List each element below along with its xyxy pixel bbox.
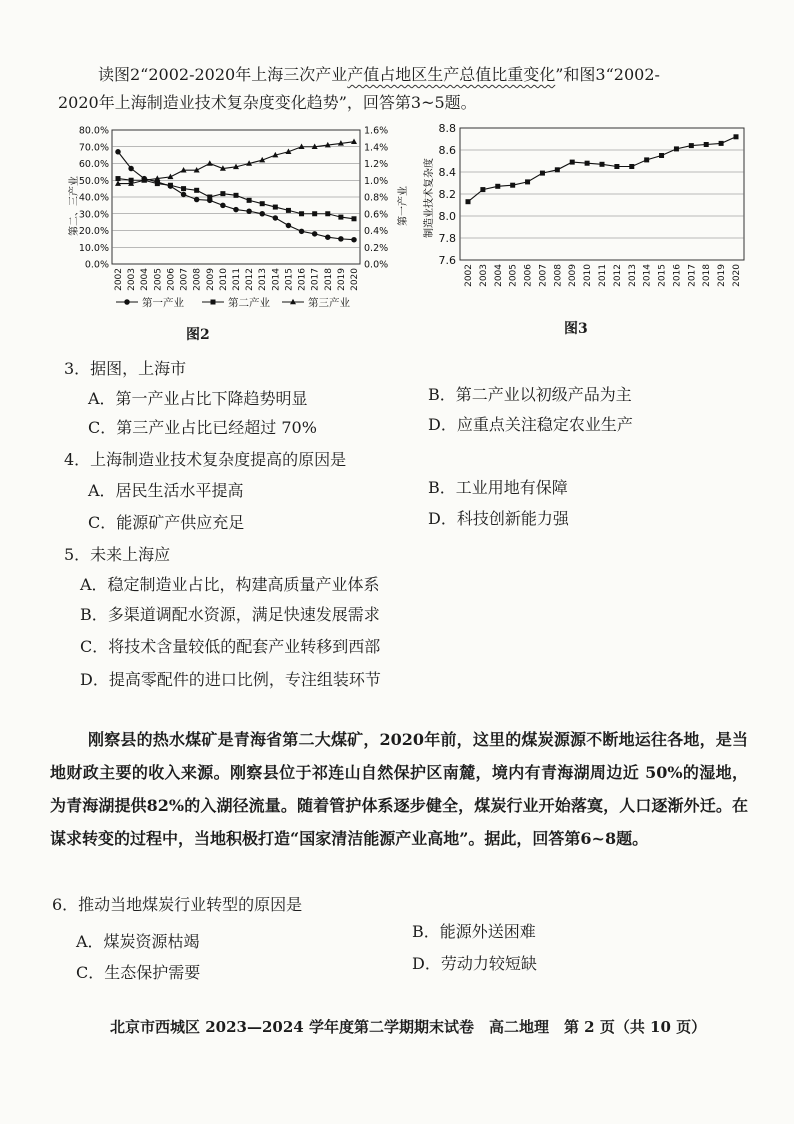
fig3-data-point bbox=[659, 153, 664, 158]
page-footer: 北京市西城区 2023—2024 学年度第二学期期末试卷 高二地理 第 2 页（共 10 页） bbox=[110, 1018, 707, 1036]
fig3-data-point bbox=[600, 162, 605, 167]
fig2-data-point bbox=[194, 188, 199, 193]
fig2-right-tick-label: 0.8% bbox=[364, 192, 389, 204]
fig3-data-point bbox=[510, 183, 515, 188]
fig3-x-tick-label: 2007 bbox=[538, 264, 549, 287]
fig2-legend-label: 第一产业 bbox=[142, 297, 184, 309]
fig2-x-tick-label: 2018 bbox=[323, 268, 334, 291]
fig2-data-point bbox=[207, 195, 212, 200]
fig2-left-tick-label: 20.0% bbox=[78, 226, 109, 237]
fig2-data-point bbox=[351, 138, 357, 144]
fig3-data-point bbox=[570, 160, 575, 165]
fig3-x-tick-label: 2018 bbox=[702, 264, 713, 287]
fig2-data-point bbox=[220, 191, 225, 196]
fig2-right-axis-label: 第一产业 bbox=[398, 186, 409, 226]
question-6-option-c: C．生态保护需要 bbox=[76, 963, 201, 982]
fig2-data-point bbox=[260, 201, 265, 206]
fig2-x-tick-label: 2012 bbox=[245, 268, 256, 291]
fig2-data-point bbox=[155, 181, 160, 186]
fig2-data-point bbox=[325, 211, 330, 216]
fig3-data-point bbox=[585, 161, 590, 166]
fig2-right-tick-label: 0.2% bbox=[364, 242, 389, 254]
fig2-left-tick-label: 70.0% bbox=[78, 142, 109, 154]
fig3-x-tick-label: 2008 bbox=[553, 264, 564, 287]
fig2-data-point bbox=[181, 192, 187, 198]
fig2-x-tick-label: 2011 bbox=[232, 268, 242, 291]
fig3-data-point bbox=[644, 157, 649, 162]
fig2-x-tick-label: 2010 bbox=[218, 268, 229, 291]
fig3-data-point bbox=[614, 164, 619, 169]
fig3-data-point bbox=[480, 187, 485, 192]
fig2-data-point bbox=[259, 211, 265, 217]
question-4-option-b: B．工业用地有保障 bbox=[428, 478, 568, 497]
fig3-x-tick-label: 2017 bbox=[687, 264, 698, 287]
fig2-left-tick-label: 30.0% bbox=[78, 209, 109, 221]
fig3-x-tick-label: 2015 bbox=[657, 264, 668, 287]
fig3-x-tick-label: 2009 bbox=[568, 264, 579, 287]
fig2-data-point bbox=[116, 176, 121, 181]
fig2-x-tick-label: 2006 bbox=[166, 268, 177, 291]
question-4-option-d: D．科技创新能力强 bbox=[428, 509, 569, 528]
fig2-left-tick-label: 80.0% bbox=[78, 125, 109, 137]
fig3-x-tick-label: 2002 bbox=[464, 264, 474, 287]
fig2-data-point bbox=[233, 207, 239, 213]
fig3-x-tick-label: 2011 bbox=[598, 264, 608, 287]
fig2-left-tick-label: 0.0% bbox=[84, 259, 109, 271]
fig2-data-point bbox=[246, 208, 252, 214]
fig2-x-tick-label: 2013 bbox=[258, 268, 269, 291]
fig2-legend-label: 第二产业 bbox=[228, 297, 270, 309]
fig3-y-axis-label: 制造业技术复杂度 bbox=[424, 158, 435, 238]
fig2-data-point bbox=[273, 215, 279, 221]
fig2-data-point bbox=[207, 160, 213, 166]
fig3-x-tick-label: 2020 bbox=[732, 264, 742, 287]
fig2-data-point bbox=[220, 203, 226, 209]
fig3-x-tick-label: 2006 bbox=[523, 264, 534, 287]
fig3-y-tick-label: 8.2 bbox=[438, 188, 456, 201]
fig3-y-tick-label: 8.6 bbox=[438, 144, 456, 157]
fig2-right-tick-label: 1.6% bbox=[364, 125, 389, 137]
fig2-data-point bbox=[234, 193, 239, 198]
fig2-left-tick-label: 60.0% bbox=[78, 159, 109, 170]
fig3-data-point bbox=[719, 141, 724, 146]
question-6-option-d: D．劳动力较短缺 bbox=[412, 954, 537, 973]
figure-2-chart bbox=[50, 118, 409, 314]
question-4-option-c: C．能源矿产供应充足 bbox=[88, 513, 245, 532]
fig2-right-tick-label: 1.4% bbox=[364, 142, 389, 154]
fig3-y-tick-label: 7.6 bbox=[438, 254, 456, 267]
question-5-stem: 5．未来上海应 bbox=[64, 545, 171, 564]
fig2-x-tick-label: 2016 bbox=[297, 268, 308, 291]
fig2-data-point bbox=[128, 166, 134, 172]
fig2-data-point bbox=[338, 236, 344, 242]
fig2-right-tick-label: 1.0% bbox=[364, 175, 389, 187]
question-3-option-b: B．第二产业以初级产品为主 bbox=[428, 385, 632, 404]
question-3-stem: 3．据图，上海市 bbox=[64, 359, 187, 378]
question-4-stem: 4．上海制造业技术复杂度提高的原因是 bbox=[64, 450, 347, 469]
question-5-option-d: D．提高零配件的进口比例，专注组装环节 bbox=[80, 670, 381, 689]
question-6-option-b: B．能源外送困难 bbox=[412, 922, 536, 941]
fig3-data-point bbox=[495, 184, 500, 189]
fig2-legend bbox=[116, 296, 350, 309]
question-5-option-a: A．稳定制造业占比，构建高质量产业体系 bbox=[80, 575, 380, 594]
fig3-x-tick-label: 2004 bbox=[493, 264, 504, 287]
fig2-left-axis-label: 第二、三产业 bbox=[69, 176, 80, 236]
fig3-y-tick-label: 8.8 bbox=[438, 122, 456, 135]
intro-line-1-prefix: 读图2“2002-2020年上海三次产业 bbox=[98, 65, 348, 84]
fig2-x-tick-label: 2015 bbox=[284, 268, 295, 291]
fig2-x-tick-label: 2009 bbox=[205, 268, 216, 291]
fig2-data-point bbox=[351, 237, 357, 243]
question-5-option-b: B．多渠道调配水资源，满足快速发展需求 bbox=[80, 605, 380, 624]
question-4-option-a: A．居民生活水平提高 bbox=[88, 481, 244, 500]
fig2-right-tick-label: 1.2% bbox=[364, 159, 389, 170]
fig2-data-point bbox=[286, 223, 292, 229]
fig2-legend-label: 第三产业 bbox=[308, 297, 350, 309]
figure-3-chart bbox=[420, 118, 750, 298]
fig3-x-tick-label: 2013 bbox=[627, 264, 638, 287]
fig3-data-point bbox=[555, 167, 560, 172]
fig2-x-tick-label: 2014 bbox=[271, 268, 282, 291]
figure-2-caption: 图2 bbox=[186, 327, 210, 343]
fig2-data-point bbox=[338, 215, 343, 220]
question-3-option-c: C．第三产业占比已经超过 70% bbox=[88, 418, 317, 437]
fig2-left-tick-label: 10.0% bbox=[78, 242, 109, 254]
fig3-x-tick-label: 2014 bbox=[642, 264, 653, 287]
fig2-data-point bbox=[299, 211, 304, 216]
fig3-data-point bbox=[734, 134, 739, 139]
fig3-data-point bbox=[674, 146, 679, 151]
fig2-series-line bbox=[118, 179, 354, 219]
fig2-data-point bbox=[312, 231, 318, 237]
fig3-x-tick-label: 2003 bbox=[478, 264, 489, 287]
fig2-data-point bbox=[273, 205, 278, 210]
question-3-option-d: D．应重点关注稳定农业生产 bbox=[428, 415, 633, 434]
fig2-right-tick-label: 0.0% bbox=[364, 259, 389, 271]
fig2-data-point bbox=[312, 211, 317, 216]
fig3-data-point bbox=[629, 164, 634, 169]
fig2-data-point bbox=[194, 197, 200, 203]
fig2-data-point bbox=[168, 183, 173, 188]
fig3-y-tick-label: 7.8 bbox=[438, 232, 456, 245]
fig2-x-tick-label: 2002 bbox=[114, 268, 124, 291]
fig2-x-tick-label: 2019 bbox=[336, 268, 347, 291]
question-6-stem: 6．推动当地煤炭行业转型的原因是 bbox=[52, 895, 303, 914]
fig2-data-point bbox=[286, 208, 291, 213]
fig2-x-tick-label: 2008 bbox=[192, 268, 203, 291]
fig3-y-tick-label: 8.0 bbox=[438, 210, 456, 223]
intro-line-1-suffix: ”和图3“2002- bbox=[555, 65, 660, 84]
fig2-data-point bbox=[181, 186, 186, 191]
question-3-option-a: A．第一产业占比下降趋势明显 bbox=[88, 389, 308, 408]
fig3-x-tick-label: 2012 bbox=[612, 264, 623, 287]
fig2-right-tick-label: 0.4% bbox=[364, 226, 389, 237]
fig2-series-line bbox=[118, 142, 354, 184]
figure-3-caption: 图3 bbox=[564, 321, 588, 337]
fig2-data-point bbox=[247, 198, 252, 203]
question-6-option-a: A．煤炭资源枯竭 bbox=[76, 932, 200, 951]
fig2-legend-marker bbox=[124, 299, 130, 305]
question-5-option-c: C．将技术含量较低的配套产业转移到西部 bbox=[80, 637, 381, 656]
fig3-x-tick-label: 2016 bbox=[672, 264, 683, 287]
intro-underlined-phrase: 产值占地区生产总值比重变化 bbox=[347, 65, 556, 84]
fig2-left-tick-label: 50.0% bbox=[78, 175, 109, 187]
fig3-data-point bbox=[689, 143, 694, 148]
fig2-x-tick-label: 2017 bbox=[310, 268, 321, 291]
intro-line-2: 2020年上海制造业技术复杂度变化趋势”，回答第3~5题。 bbox=[58, 93, 477, 112]
fig2-right-tick-label: 0.6% bbox=[364, 209, 389, 221]
fig3-x-tick-label: 2019 bbox=[717, 264, 728, 287]
fig2-data-point bbox=[299, 229, 305, 235]
fig3-x-tick-label: 2010 bbox=[583, 264, 594, 287]
fig2-legend-marker bbox=[211, 300, 216, 305]
fig3-data-point bbox=[704, 142, 709, 147]
fig3-data-point bbox=[466, 199, 471, 204]
intro-line-1 bbox=[98, 64, 660, 86]
fig2-x-tick-label: 2004 bbox=[140, 268, 151, 291]
fig2-x-tick-label: 2020 bbox=[350, 268, 360, 291]
fig3-series-line bbox=[468, 137, 736, 202]
fig2-data-point bbox=[352, 216, 357, 221]
fig3-data-point bbox=[525, 179, 530, 184]
fig2-x-tick-label: 2005 bbox=[153, 268, 164, 291]
fig2-x-tick-label: 2003 bbox=[127, 268, 138, 291]
fig2-data-point bbox=[325, 234, 331, 240]
fig2-x-tick-label: 2007 bbox=[179, 268, 190, 291]
fig2-data-point bbox=[115, 149, 121, 155]
fig3-data-point bbox=[540, 171, 545, 176]
passage-text: 刚察县的热水煤矿是青海省第二大煤矿，2020年前，这里的煤炭源源不断地运往各地，是当地财政主要的收入来源。刚察县位于祁连山自然保护区南麓，境内有青海湖周边近 50%的湿地，为青海湖提供82%的入湖径流量。随着管护体系逐步健全，煤炭行业开始落寞，人口逐渐外迁。在谋求转变的过程中，当地积极打造“国家清洁能源产业高地”。据此，回答第6~8题。 bbox=[50, 730, 748, 848]
fig2-left-tick-label: 40.0% bbox=[78, 192, 109, 204]
fig3-y-tick-label: 8.4 bbox=[438, 166, 456, 179]
fig3-x-tick-label: 2005 bbox=[508, 264, 519, 287]
